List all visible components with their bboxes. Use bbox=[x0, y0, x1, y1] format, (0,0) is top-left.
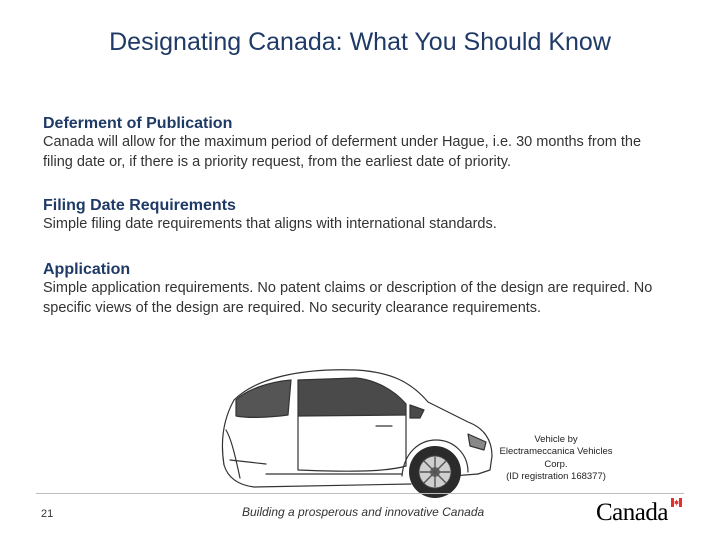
slide-title: Designating Canada: What You Should Know bbox=[109, 28, 611, 56]
section-heading: Application bbox=[43, 261, 131, 278]
caption-line: Electrameccanica Vehicles bbox=[499, 446, 613, 458]
section-body: Canada will allow for the maximum period of deferment under Hague, i.e. 30 months from the filing date or, if there is a priority request, from the earliest date of priority. bbox=[43, 134, 642, 170]
wordmark-text: Canada bbox=[596, 499, 668, 526]
canada-wordmark bbox=[596, 497, 688, 527]
vehicle-drawing bbox=[206, 360, 506, 500]
figure-caption bbox=[490, 434, 622, 483]
footer-divider bbox=[36, 493, 684, 494]
caption-line: Vehicle by bbox=[534, 434, 578, 445]
caption-line: Corp. bbox=[544, 458, 568, 470]
section-heading: Deferment of Publication bbox=[43, 115, 233, 132]
footer-tagline: Building a prosperous and innovative Canada bbox=[242, 505, 485, 519]
flag-icon bbox=[671, 498, 682, 507]
section-body: Simple application requirements. No patent claims or description of the design are required. No specific views of the design are required. No security clearance requirements. bbox=[43, 280, 653, 316]
caption-line: (ID registration 168377) bbox=[506, 470, 606, 482]
section-heading: Filing Date Requirements bbox=[43, 197, 236, 214]
page-number: 21 bbox=[41, 508, 54, 520]
section-body: Simple filing date requirements that aligns with international standards. bbox=[43, 216, 497, 232]
section-deferment bbox=[43, 114, 663, 172]
section-application bbox=[43, 260, 663, 318]
section-filing-date bbox=[43, 196, 663, 235]
